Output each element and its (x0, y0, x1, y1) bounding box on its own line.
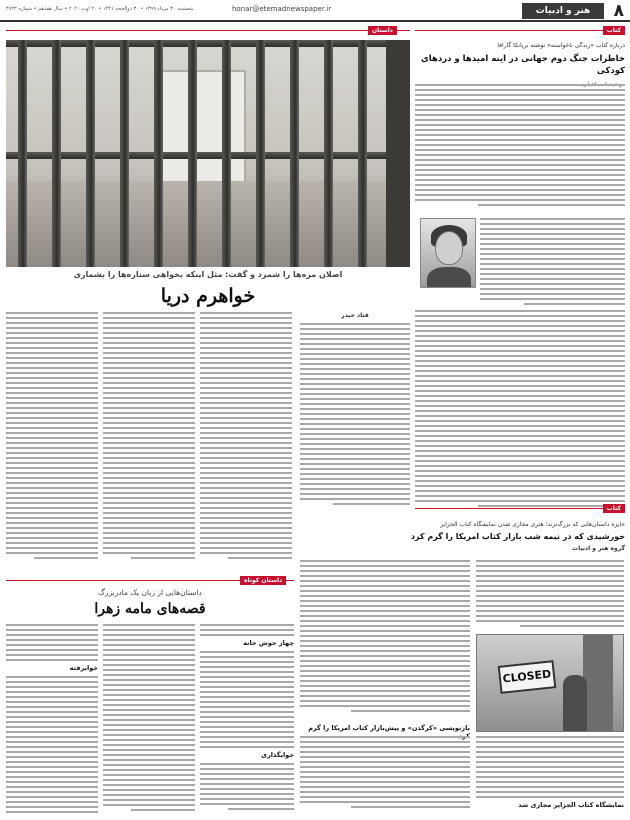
bottom-story-kicker: داستان‌هایی از زبان یک مادربزرگ (98, 588, 202, 597)
lead-kicker: اصلان مزه‌ها را شمرد و گفت: مثل اینکه بخواهی ستاره‌ها را بشماری (73, 270, 343, 279)
bottom-story-title[interactable]: قصه‌های مامه زهرا (94, 601, 206, 617)
center-column-label: فتاد حیدر (341, 312, 369, 319)
lead-title[interactable]: خواهرم دریا (160, 285, 256, 307)
bookstore-closed-photo (476, 634, 624, 732)
tag-rule-mid-right (415, 508, 625, 509)
tag-story: داستان (368, 26, 397, 35)
mid-right-body-2 (300, 560, 470, 720)
mid-right-subhead: گروه هنر و ادبیات (572, 545, 625, 552)
right-article-body (415, 84, 625, 214)
lead-headline (6, 270, 410, 307)
bottom-story-col-3 (6, 624, 98, 816)
right-article (415, 36, 625, 88)
date-line: پنجشنبه ۳۰ مرداد ۱۳۹۹ • ۳۰ ذوالحجه ۱۴۴۱ • ۲۰ اوت ۲۰۲۰ • سال هفدهم • شماره ۴۷۲۳ (6, 6, 194, 12)
bottom-story-col-2 (103, 624, 195, 816)
lead-story-col-4 (6, 312, 98, 574)
bottom-story-sub3: خوابرفته (69, 664, 98, 672)
floor-illustration (6, 181, 410, 267)
bottom-right-box-title[interactable]: نمایشگاه کتاب الجزایر مجازی شد (518, 801, 624, 809)
right-article-kicker: درباره کتاب «زندگی ناخواسته» نوشته بریانکا گارافا (497, 42, 625, 49)
page-number: ۸ (613, 1, 624, 21)
photo-caption: بازنویسی «کرگدن» و پیش‌بازار کتاب امریکا را گرم (308, 724, 470, 732)
right-article-title[interactable]: خاطرات جنگ دوم جهانی در اینه امیدها و دردهای کودکی (420, 54, 625, 76)
mid-right-title[interactable]: خورشیدی که در نیمه شب بازار کتاب امریکا را گرم کرد (410, 532, 625, 541)
section-name: هنر و ادبیات (522, 3, 604, 19)
tag-short-story: داستان کوتاه (240, 576, 286, 585)
mid-right-body-1 (476, 560, 624, 630)
closed-sign: CLOSED (498, 660, 557, 694)
bottom-right-box (476, 736, 624, 816)
right-article-body-continued (415, 310, 625, 510)
bottom-story-sub1: چهار حوش خانه (243, 639, 294, 647)
masthead (0, 0, 630, 22)
corridor-illustration (156, 70, 246, 190)
bottom-story-sub2: خوابگذاری (261, 751, 294, 759)
bottom-story-col-1 (200, 624, 294, 816)
mid-right-kicker: جایزه داستان‌هایی که بزرگ‌ترند؛ هنری مجازی شدن نمایشگاه کتاب الجزایر (440, 521, 625, 528)
tag-book: کتاب (603, 26, 625, 35)
right-article-body-beside-portrait (480, 218, 625, 306)
tag-book-2: کتاب (603, 504, 625, 513)
photo-caption-body (300, 736, 470, 816)
lead-story-col-2 (200, 312, 292, 574)
tag-rule-right (415, 30, 625, 31)
tag-rule-left (6, 30, 410, 31)
lead-story-col-1 (300, 312, 410, 512)
lead-story-col-3 (103, 312, 195, 574)
hero-photo-prison-bars (6, 40, 410, 267)
author-portrait (420, 218, 476, 288)
website-address[interactable]: honar@etemadnewspaper.ir (232, 5, 332, 13)
